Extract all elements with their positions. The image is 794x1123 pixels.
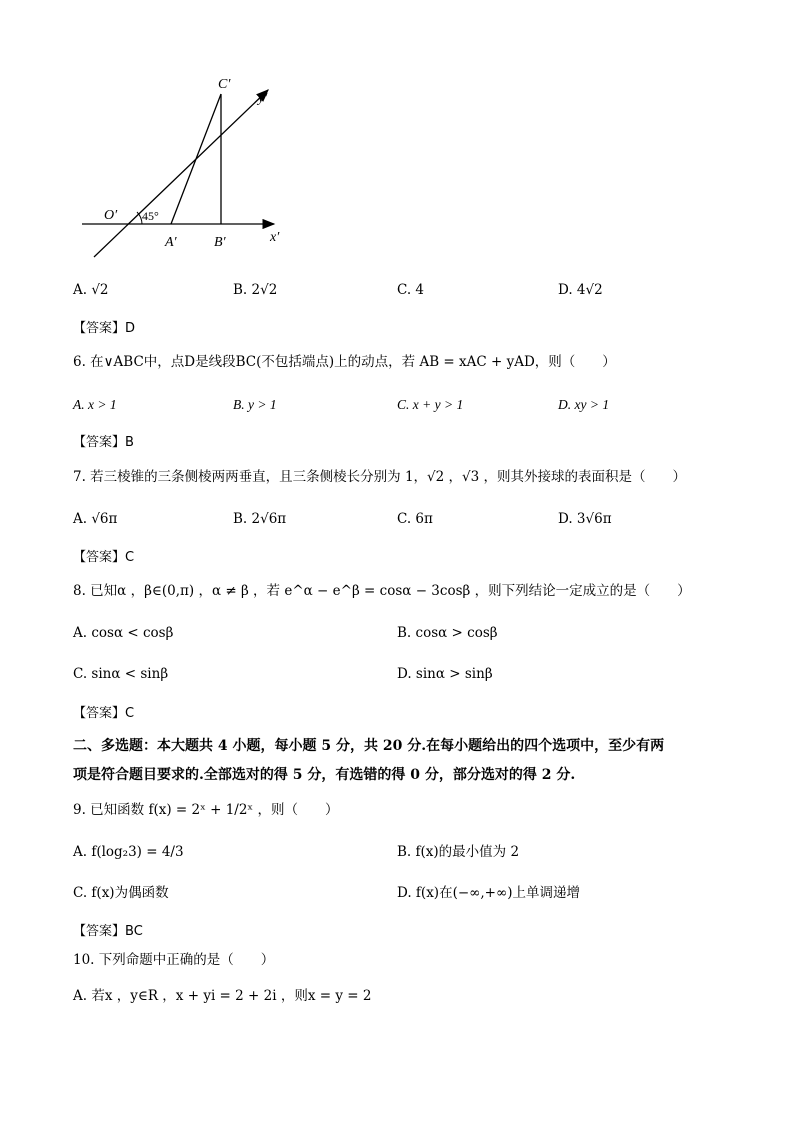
- label-angle: 45°: [142, 209, 159, 223]
- q5-answer: 【答案】D: [73, 321, 136, 336]
- q5-option-b: B. 2√2: [233, 282, 278, 298]
- label-b-prime: B′: [214, 235, 226, 250]
- label-c-prime: C′: [218, 77, 231, 92]
- segment-ac: [171, 94, 221, 224]
- q8-option-c: C. sinα < sinβ: [73, 666, 169, 682]
- q9-stem: 9. 已知函数 f(x) = 2ˣ + 1/2ˣ ，则（ ）: [73, 802, 339, 818]
- q7-option-d: D. 3√6π: [558, 511, 612, 527]
- label-a-prime: A′: [165, 235, 177, 250]
- q9-option-b: B. f(x)的最小值为 2: [397, 844, 520, 860]
- q7-option-b: B. 2√6π: [233, 511, 287, 527]
- q9-option-d: D. f(x)在(−∞,+∞)上单调递增: [397, 885, 581, 901]
- q8-stem: 8. 已知α ，β∈(0,π) ，α ≠ β ，若 e^α − e^β = cosα − 3cosβ ，则下列结论一定成立的是（ ）: [73, 583, 691, 599]
- q5-option-c: C. 4: [397, 282, 425, 298]
- q5-option-a: A. √2: [73, 282, 109, 298]
- section2-heading-line2: 项是符合题目要求的.全部选对的得 5 分，有选错的得 0 分，部分选对的得 2 分.: [73, 767, 576, 783]
- q9-option-a: A. f(log₂3) = 4/3: [73, 844, 184, 860]
- q7-answer: 【答案】C: [73, 550, 135, 565]
- q6-option-b: B. y > 1: [233, 397, 277, 412]
- label-o-prime: O′: [104, 208, 118, 223]
- label-y-prime: y′: [258, 91, 268, 106]
- q7-stem: 7. 若三棱锥的三条侧棱两两垂直，且三条侧棱长分别为 1，√2 ，√3 ，则其外接球的表面积是（ ）: [73, 469, 687, 485]
- q8-option-d: D. sinα > sinβ: [397, 666, 493, 682]
- q7-option-a: A. √6π: [73, 511, 118, 527]
- section2-heading-line1: 二、多选题：本大题共 4 小题，每小题 5 分，共 20 分.在每小题给出的四个选项中，至少有两: [73, 738, 665, 754]
- q8-option-b: B. cosα > cosβ: [397, 625, 498, 641]
- label-x-prime: x′: [270, 230, 280, 245]
- q9-answer: 【答案】BC: [73, 924, 143, 939]
- q9-option-c: C. f(x)为偶函数: [73, 885, 169, 901]
- q6-stem: 6. 在∨ABC中，点D是线段BC(不包括端点)上的动点，若 AB = xAC + yAD，则（ ）: [73, 354, 616, 370]
- q8-option-a: A. cosα < cosβ: [73, 625, 174, 641]
- q6-option-a: A. x > 1: [73, 397, 117, 412]
- q6-option-d: D. xy > 1: [558, 397, 610, 412]
- q10-stem: 10. 下列命题中正确的是（ ）: [73, 952, 275, 968]
- q8-answer: 【答案】C: [73, 706, 135, 721]
- q5-option-d: D. 4√2: [558, 282, 603, 298]
- q6-answer: 【答案】B: [73, 435, 134, 450]
- y-axis: [94, 90, 268, 257]
- q7-option-c: C. 6π: [397, 511, 433, 527]
- q6-option-c: C. x + y > 1: [397, 397, 464, 412]
- q10-option-a: A. 若x ，y∈R ，x + yi = 2 + 2i ，则x = y = 2: [73, 988, 372, 1004]
- oblique-projection-figure: [70, 70, 300, 270]
